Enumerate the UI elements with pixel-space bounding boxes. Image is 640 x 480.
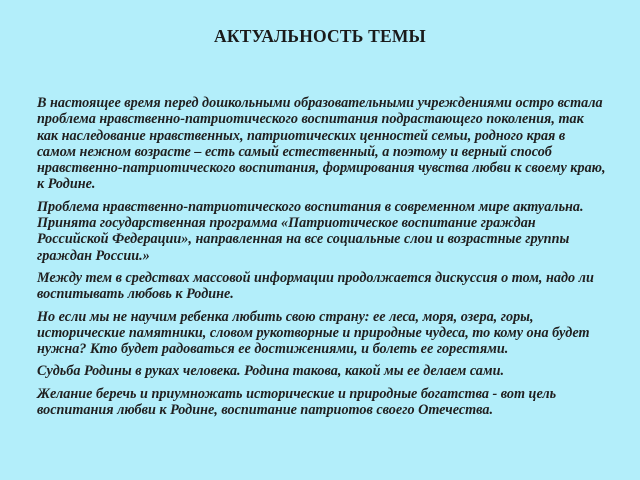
paragraph-4: Но если мы не научим ребенка любить свою страну: ее леса, моря, озера, горы, исторические памятники, словом рукотворные и природные чудеса, то кому она будет нужна? Кто будет радоваться ее достижениями, и болеть ее горестями. bbox=[37, 308, 590, 358]
paragraph-5: Судьба Родины в руках человека. Родина такова, какой мы ее делаем сами. bbox=[37, 363, 505, 380]
slide-body bbox=[37, 95, 607, 424]
paragraph-2: Проблема нравственно-патриотического воспитания в современном мире актуальна. Принята государственная программа «Патриотическое воспитание граждан Российской Федерации», направленная на все социальные слои и возрастные группы граждан России.» bbox=[37, 198, 584, 264]
paragraph-6: Желание беречь и приумножать исторические и природные богатства - вот цель воспитания любви к Родине, воспитание патриотов своего Отечества. bbox=[37, 385, 557, 419]
paragraph-3: Между тем в средствах массовой информации продолжается дискуссия о том, надо ли воспитывать любовь к Родине. bbox=[37, 269, 594, 303]
paragraph-1: В настоящее время перед дошкольными образовательными учреждениями остро встала проблема нравственно-патриотического воспитания подрастающего поколения, так как наследование нравственных, патриотических ценностей семьи, родного края в самом нежном возрасте – есть самый естественный, а поэтому и верный способ нравственно-патриотического воспитания, формирования чувства любви к своему краю, к Родине. bbox=[37, 95, 606, 193]
slide-title: АКТУАЛЬНОСТЬ ТЕМЫ bbox=[214, 26, 426, 46]
